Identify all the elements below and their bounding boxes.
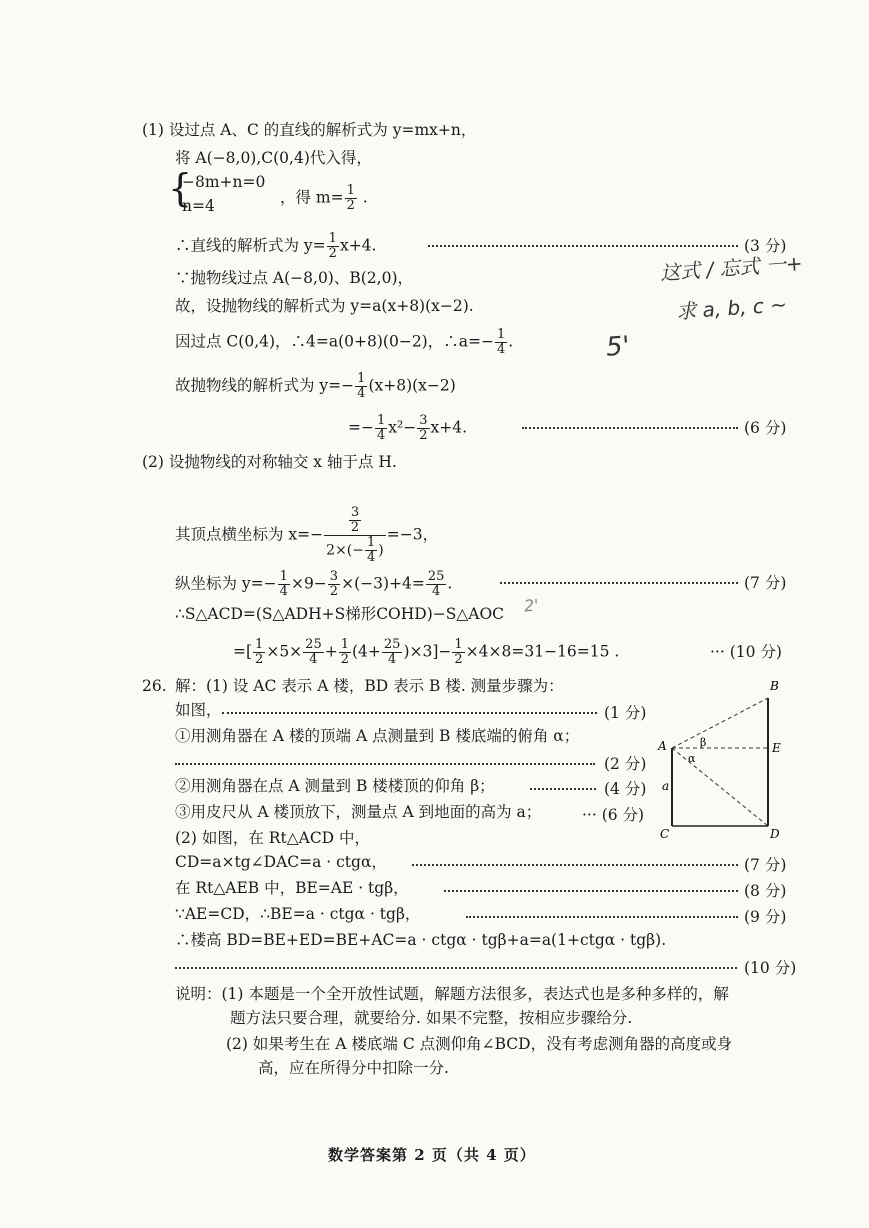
leader-dots: [466, 916, 738, 918]
leader-dots: [522, 427, 738, 429]
sys-eq2: n=4: [182, 197, 215, 215]
building-diagram: [650, 676, 800, 840]
step-1: ①用测角器在 A 楼的顶端 A 点测量到 B 楼底端的俯角 α；: [175, 727, 580, 745]
score-7: (7 分): [744, 574, 787, 592]
score-10b: (10 分): [744, 959, 797, 977]
leader-dots: [222, 712, 597, 714]
note-2b: 高，应在所得分中扣除一分.: [258, 1059, 449, 1077]
area-line2: =[ $\frac{1}{2}$ ×5× $\frac{25}{4}$ + $\frac{1}{2}$ (4+ $\frac{25}{4}$ )×3]− $\frac{1}{2}$ ×4×8=31−16=15 .: [233, 637, 620, 667]
system-brace: {: [168, 166, 193, 210]
leader-dots: [175, 967, 737, 969]
line-ab: [672, 698, 768, 748]
score-6b: ··· (6 分): [582, 806, 645, 824]
p1-line2: 将 A(−8,0),C(0,4)代入得，: [175, 149, 372, 167]
vertex-y: 纵坐标为 y=− $\frac{1}{4}$ ×9− $\frac{3}{2}$ ×(−3)+4= $\frac{25}{4}$ .: [175, 569, 453, 599]
score-6: (6 分): [744, 419, 787, 437]
p1-line7: 故抛物线的解析式为 y=− $\frac{1}{4}$ (x+8)(x−2): [175, 371, 456, 401]
p1-line4: ∵抛物线过点 A(−8,0)、B(2,0)，: [175, 269, 413, 287]
label-c: C: [660, 827, 670, 840]
label-b: B: [770, 679, 779, 693]
area-line1: ∴S△ACD=(S△ADH+S梯形COHD)−S△AOC: [175, 605, 505, 623]
be-line: 在 Rt△AEB 中，BE=AE · tgβ，: [175, 879, 409, 897]
score-2: (2 分): [604, 755, 647, 773]
step-3: ③用皮尺从 A 楼顶放下，测量点 A 到地面的高为 a；: [175, 803, 542, 821]
vertex-x: 其顶点横坐标为 x=− $\frac{3}{2}$ 2×(− $\frac{1}{4}$ ) =−3，: [175, 505, 439, 565]
score-4: (4 分): [604, 780, 647, 798]
leader-dots: [175, 763, 595, 765]
handwritten-note-2: 求 a, b, c ~: [675, 292, 788, 324]
sys-eq1: −8m+n=0: [182, 173, 266, 191]
p26-part2: (2) 如图，在 Rt△ACD 中，: [175, 829, 371, 847]
leader-dots: [500, 582, 738, 584]
handwritten-note-1: 这式 / 忘式 一+: [659, 251, 804, 285]
page-footer: 数学答案第 2 页（共 4 页）: [328, 1146, 536, 1164]
q26-line1: 解：(1) 设 AC 表示 A 楼，BD 表示 B 楼. 测量步骤为：: [175, 677, 564, 695]
note-1b: 题方法只要合理，就要给分. 如果不完整，按相应步骤给分.: [230, 1009, 633, 1027]
label-d: D: [770, 827, 780, 840]
handwritten-note-3: 5': [604, 331, 631, 363]
leader-dots: [412, 864, 738, 866]
score-10: ··· (10 分): [710, 643, 782, 661]
leader-dots: [428, 245, 738, 247]
sys-result: ，得 m= $\frac{1}{2}$ .: [280, 183, 368, 213]
cd-line: CD=a×tg∠DAC=a · ctgα，: [175, 853, 387, 871]
label-height-a: a: [662, 779, 670, 793]
label-alpha: α: [688, 752, 696, 765]
p1-line6: 因过点 C(0,4)，∴4=a(0+8)(0−2)，∴a=− $\frac{1}{4}$ .: [175, 327, 514, 357]
q26-number: 26.: [142, 677, 167, 695]
leader-dots: [444, 890, 738, 892]
bd-line: ∴楼高 BD=BE+ED=BE+AC=a · ctgα · tgβ+a=a(1+ctgα · tgβ).: [175, 931, 667, 949]
p2-line1: (2) 设抛物线的对称轴交 x 轴于点 H.: [142, 453, 397, 471]
score-7b: (7 分): [744, 856, 787, 874]
p1-line1: (1) 设过点 A、C 的直线的解析式为 y=mx+n，: [142, 121, 477, 139]
note-1a: 说明：(1) 本题是一个全开放性试题，解题方法很多，表达式也是多种多样的，解: [175, 985, 729, 1003]
score-3: (3 分): [744, 237, 787, 255]
p1-line8: =− $\frac{1}{4}$ x²− $\frac{3}{2}$ x+4.: [348, 413, 468, 443]
label-a: A: [658, 739, 667, 753]
score-9: (9 分): [744, 908, 787, 926]
score-1: (1 分): [604, 704, 647, 722]
note-2a: (2) 如果考生在 A 楼底端 C 点测仰角∠BCD，没有考虑测角器的高度或身: [226, 1035, 733, 1053]
line-ad: [672, 748, 768, 826]
ae-line: ∵AE=CD，∴BE=a · ctgα · tgβ，: [175, 905, 421, 923]
p1-line5: 故，设抛物线的解析式为 y=a(x+8)(x−2).: [175, 297, 474, 315]
score-8: (8 分): [744, 882, 787, 900]
handwritten-note-4: 2': [523, 595, 540, 616]
leader-dots: [530, 788, 596, 790]
q26-line2: 如图，: [175, 701, 222, 719]
step-2: ②用测角器在点 A 测量到 B 楼楼顶的仰角 β；: [175, 777, 495, 795]
line-result: ∴直线的解析式为 y= $\frac{1}{2}$ x+4.: [175, 231, 377, 261]
label-e: E: [772, 741, 781, 755]
label-beta: β: [700, 736, 707, 749]
